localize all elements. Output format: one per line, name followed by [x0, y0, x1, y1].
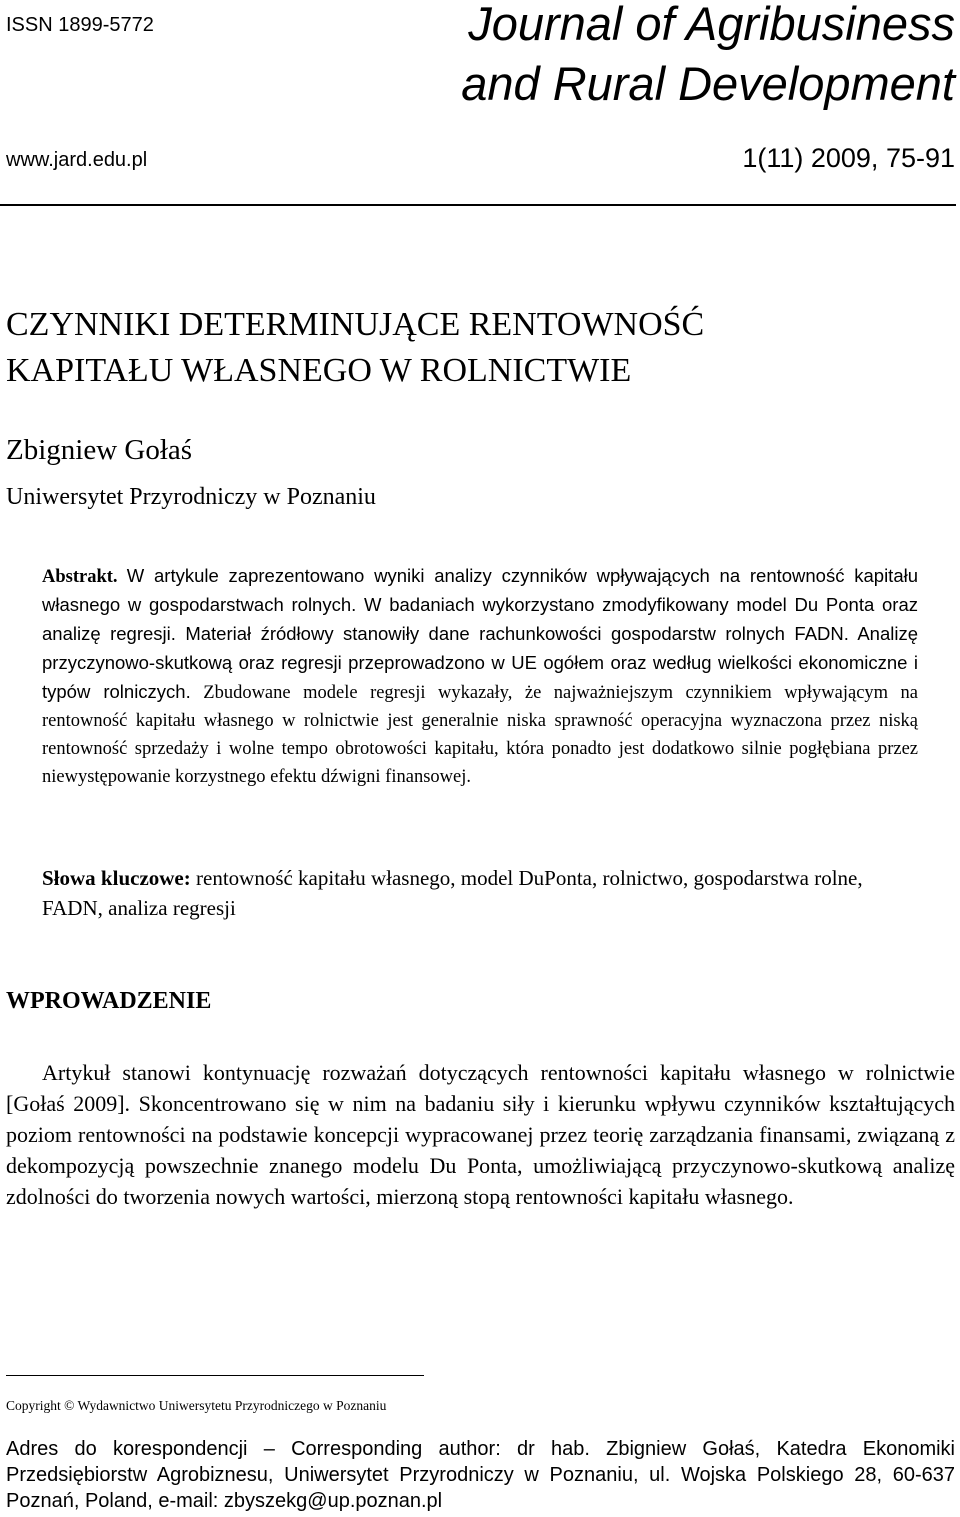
- section-heading: WPROWADZENIE: [6, 988, 212, 1014]
- journal-title-line1: Journal of Agribusiness: [468, 0, 955, 50]
- journal-title-line2: and Rural Development: [461, 57, 955, 110]
- abstract-label: Abstrakt.: [42, 567, 118, 587]
- keywords-label: Słowa kluczowe:: [42, 866, 191, 890]
- intro-text: Artykuł stanowi kontynuację rozważań dotyczących rentowności kapitału własnego w rolnictwie [Gołaś 2009]. Skoncentrowano się w nim na badaniu siły i kierunku wpływu czynników kształtujących poziom rentowności na podstawie koncepcji wypracowanej przez teorię zarządzania finansami, związaną z dekompozycją powszechnie znanego modelu Du Ponta, umożliwiającą przyczynowo-skutkową analizę zdolności do tworzenia nowych wartości, mierzoną stopą rentowności kapitału własnego.: [6, 1060, 955, 1209]
- author-affiliation: Uniwersytet Przyrodniczy w Poznaniu: [6, 484, 376, 510]
- abstract-text-part1: W artykule zaprezentowano wyniki analizy czynników wpływających na rentowność kapitału własnego w gospodarstwach rolnych. W badaniach wykorzystano zmodyfikowany model Du Ponta oraz analizę regresji. Materiał źródłowy stanowiły dane rachunkowości gospodarstw rolnych FADN. Analizę przyczynowo-skutkową oraz regresji przeprowadzono w UE ogółem oraz według wielkości ekonomiczne i typów rolniczych.: [42, 565, 919, 702]
- intro-paragraph: [6, 1057, 955, 1212]
- title-line1: CZYNNIKI DETERMINUJĄCE RENTOWNOŚĆ: [6, 306, 705, 343]
- keywords: [42, 863, 918, 923]
- header-rule: [0, 204, 956, 206]
- footnote-rule: [6, 1375, 424, 1376]
- author-name: Zbigniew Gołaś: [6, 434, 193, 466]
- abstract: [42, 562, 918, 791]
- abstract-text-part2: Zbudowane modele regresji wykazały, że najważniejszym czynnikiem wpływającym na rentowność kapitału własnego w rolnictwie jest generalnie niska sprawność operacyjna wyznaczona przez niską rentowność sprzedaży i wolne tempo obrotowości kapitału, która ponadto jest dodatkowo silnie pogłębiana przez niewystępowanie korzystnego efektu dźwigni finansowej.: [42, 683, 919, 787]
- corresponding-author: Adres do korespondencji – Corresponding author: dr hab. Zbigniew Gołaś, Katedra Ekonomiki Przedsiębiorstw Agrobiznesu, Uniwersytet Przyrodniczy w Poznaniu, ul. Wojska Polskiego 28, 60-637 Poznań, Poland, e-mail: zbyszekg@up.poznan.pl: [6, 1438, 955, 1512]
- volume-pages: 1(11) 2009, 75-91: [742, 143, 955, 173]
- issn: ISSN 1899-5772: [6, 14, 154, 36]
- copyright: Copyright © Wydawnictwo Uniwersytetu Przyrodniczego w Poznaniu: [6, 1398, 387, 1413]
- article-title: [6, 302, 946, 394]
- journal-website[interactable]: www.jard.edu.pl: [6, 149, 148, 171]
- title-line2: KAPITAŁU WŁASNEGO W ROLNICTWIE: [6, 352, 632, 389]
- keywords-text: rentowność kapitału własnego, model DuPonta, rolnictwo, gospodarstwa rolne, FADN, analiza regresji: [42, 866, 863, 920]
